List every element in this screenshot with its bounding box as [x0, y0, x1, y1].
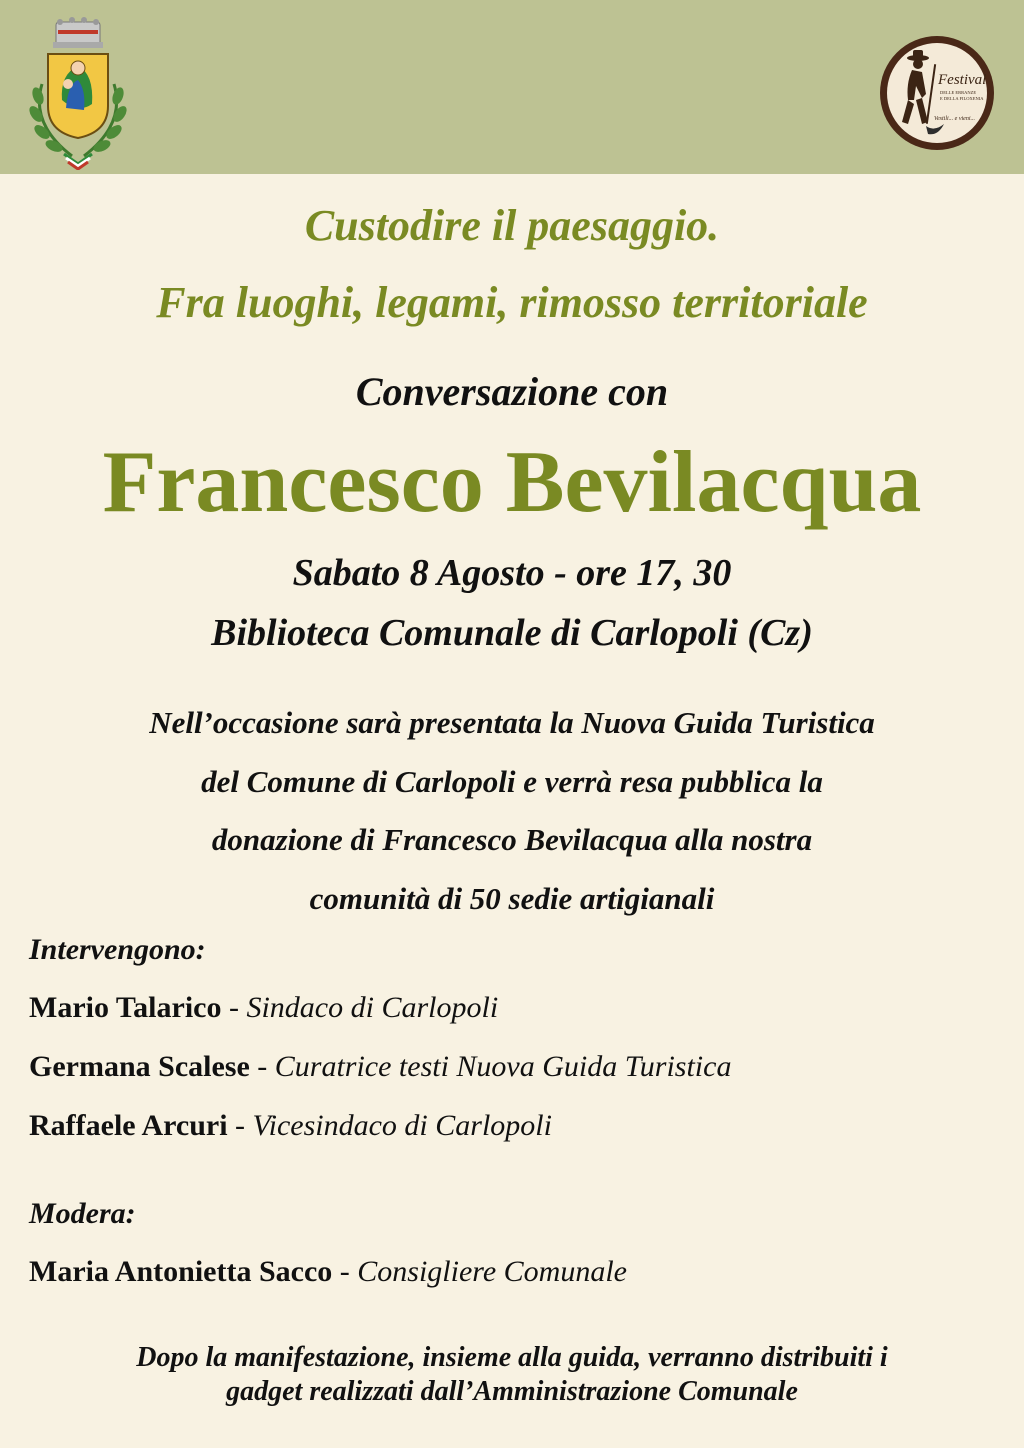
moderator-label: Modera: [29, 1197, 136, 1230]
municipal-crest-icon [22, 14, 132, 170]
title-line-1: Custodire il paesaggio. [304, 201, 720, 250]
description-line: donazione di Francesco Bevilacqua alla nostra [211, 822, 813, 857]
speaker-role: - Curatrice testi Nuova Guida Turistica [249, 1050, 732, 1083]
speaker-role: - Vicesindaco di Carlopoli [227, 1109, 552, 1142]
moderator-name: Maria Antonietta Sacco [29, 1255, 333, 1288]
footer-line: gadget realizzati dall’Amministrazione Comunale [226, 1376, 798, 1407]
speaker-row [29, 988, 498, 1028]
footer-line: Dopo la manifestazione, insieme alla guida, verranno distribuiti i [136, 1342, 888, 1373]
event-place: Biblioteca Comunale di Carlopoli (Cz) [211, 612, 813, 654]
event-date-time: Sabato 8 Agosto - ore 17, 30 [292, 552, 732, 594]
description-line: del Comune di Carlopoli e verrà resa pubblica la [201, 763, 823, 799]
speaker-role: - Sindaco di Carlopoli [221, 991, 499, 1024]
title-line-2: Fra luoghi, legami, rimosso territoriale [156, 278, 868, 327]
festival-tagline: Vestili... e vieni... [934, 116, 975, 122]
description-line: comunità di 50 sedie artigianali [309, 880, 715, 916]
festival-walker-logo-icon [878, 34, 996, 152]
speaker-name: Raffaele Arcuri [29, 1109, 228, 1142]
footer-note [0, 1341, 1024, 1409]
moderator-role: - Consigliere Comunale [332, 1255, 627, 1288]
description-paragraph [0, 694, 1024, 928]
speaker-row [29, 1106, 552, 1146]
moderator-row [29, 1252, 627, 1292]
speaker-row [29, 1047, 731, 1087]
description-line: Nell’occasione sarà presentata la Nuova Guida Turistica [149, 705, 875, 740]
speaker-name: Mario Talarico [29, 991, 222, 1024]
festival-subtitle-2: E DELLA FILOXENIA [940, 96, 984, 101]
speakers-label: Intervengono: [29, 933, 206, 966]
header-band [0, 0, 1024, 174]
conversation-intro: Conversazione con [355, 369, 669, 414]
guest-name: Francesco Bevilacqua [102, 434, 922, 531]
festival-subtitle-1: DELLE ERRANZE [940, 90, 977, 95]
festival-title: Festival [938, 72, 987, 88]
speaker-name: Germana Scalese [29, 1050, 250, 1083]
